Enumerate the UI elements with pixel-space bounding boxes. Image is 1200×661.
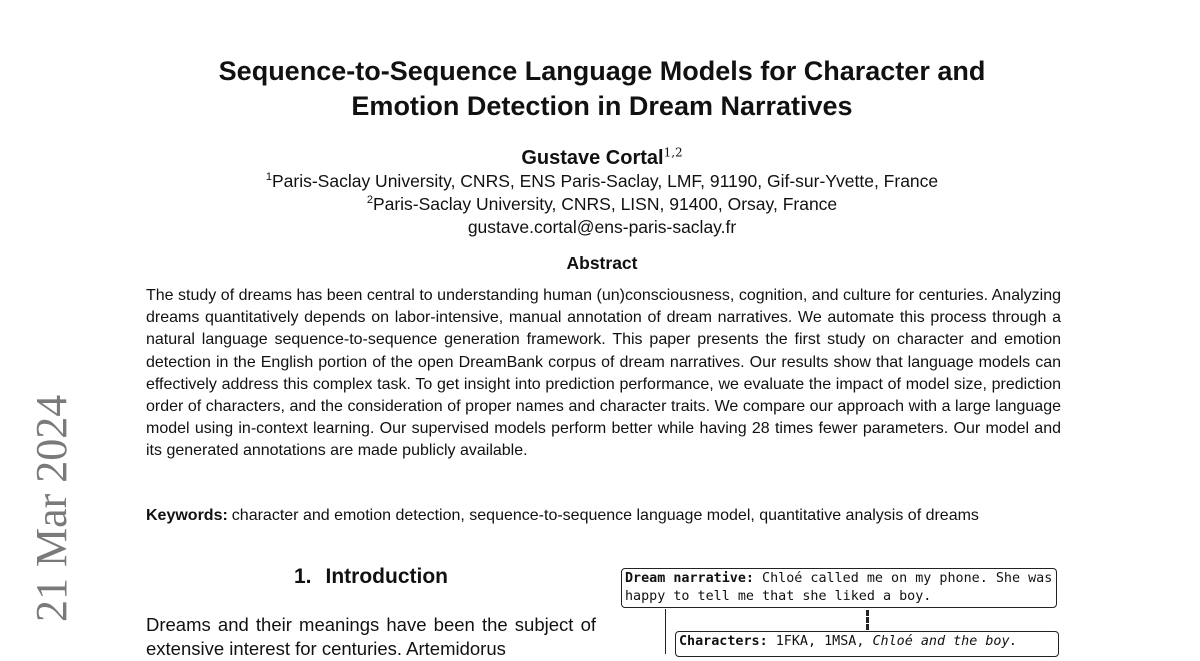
keywords-text: character and emotion detection, sequence-to-sequence language model, quantitative analysis of dreams	[231, 507, 979, 524]
dream-narrative-box	[621, 568, 1057, 608]
paper-title	[140, 54, 1064, 124]
characters-names: Chloé and the boy.	[872, 634, 1018, 649]
affiliation-2	[140, 193, 1064, 216]
affiliation-2-text: Paris-Saclay University, CNRS, LISN, 91400, Orsay, France	[372, 194, 838, 214]
arxiv-date-stamp: 21 Mar 2024	[27, 394, 76, 622]
abstract-heading: Abstract	[566, 253, 638, 273]
abstract-text: The study of dreams has been central to understanding human (un)consciousness, cognition, and culture for centuries. Analyzing dreams quantitatively depends on labor-intensive, manual annotation of dream narratives. We automate this process through a natural language sequence-to-sequence generation framework. This paper presents the first study on character and emotion detection in the English portion of the open DreamBank corpus of dream narratives. Our results show that language models can effectively address this complex task. To get insight into prediction performance, we evaluate the impact of model size, prediction order of characters, and the consideration of proper names and character traits. We compare our approach with a large language model using in-context learning. Our supervised models perform better while having 28 times fewer parameters. Our model and its generated annotations are made publicly available.	[146, 287, 1061, 460]
author-affiliation-marks: 1,2	[663, 145, 683, 160]
figure-dream-annotation	[610, 560, 1080, 650]
affiliation-1-text: Paris-Saclay University, CNRS, ENS Paris-Saclay, LMF, 91190, Gif-sur-Yvette, France	[271, 171, 939, 191]
dream-narrative-label: Dream narrative:	[625, 571, 754, 586]
dream-narrative-text: Chloé called me on my phone. She was happy to tell me that she liked a boy.	[625, 571, 1053, 604]
characters-codes: 1FKA, 1MSA,	[767, 634, 873, 649]
keywords-label: Keywords:	[146, 507, 228, 524]
section-number: 1.	[294, 565, 312, 588]
title-line-2: Emotion Detection in Dream Narratives	[351, 91, 853, 121]
figure-connector-dashed	[866, 610, 869, 630]
figure-connector-line	[665, 609, 666, 654]
author-email[interactable]: gustave.cortal@ens-paris-saclay.fr	[467, 217, 737, 237]
introduction-paragraph: Dreams and their meanings have been the subject of extensive interest for centuries. Artemidorus	[146, 614, 596, 659]
characters-box	[675, 631, 1059, 657]
affiliation-1-mark: 1	[265, 171, 272, 184]
affiliation-2-mark: 2	[366, 194, 373, 207]
author-name: Gustave Cortal	[521, 147, 664, 169]
section-title: Introduction	[325, 565, 448, 588]
affiliation-1	[140, 170, 1064, 193]
section-heading-introduction	[146, 563, 596, 591]
author-line	[140, 146, 1064, 170]
title-line-1: Sequence-to-Sequence Language Models for Character and	[218, 56, 986, 86]
characters-label: Characters:	[679, 634, 768, 649]
keywords	[146, 505, 1061, 526]
paper-header	[140, 54, 1064, 274]
